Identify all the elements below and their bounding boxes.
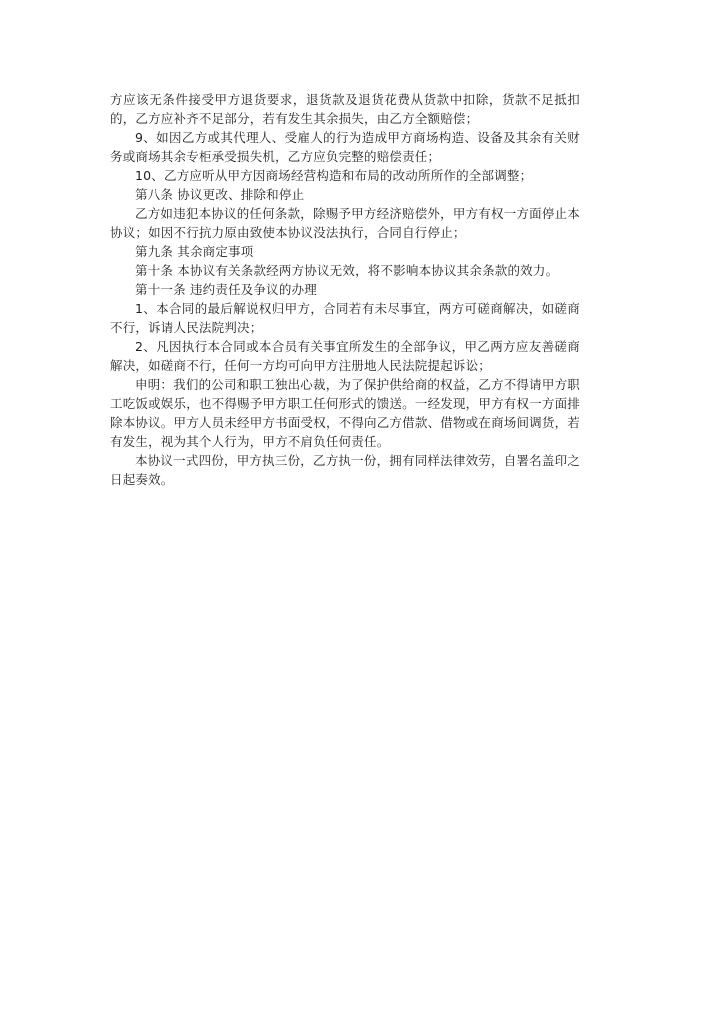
paragraph-clause-10: 10、乙方应听从甲方因商场经营构造和布局的改动所所作的全部调整； (135, 168, 533, 183)
paragraph-article-11-item-2: 2、凡因执行本合同或本合员有关事宜所发生的全部争议，甲乙两方应友善磋商解决，如磋商不行，任何一方均可向甲方注册地人民法院提起诉讼； (110, 339, 580, 373)
heading-article-9: 第九条 其余商定事项 (135, 244, 254, 259)
paragraph-article-8-body: 乙方如违犯本协议的任何条款，除赐予甲方经济赔偿外，甲方有权一方面停止本协议；如因不行抗力原由致使本协议没法执行，合同自行停止； (110, 206, 580, 240)
heading-article-8: 第八条 协议更改、排除和停止 (135, 187, 305, 202)
paragraph-clause-9: 9、如因乙方或其代理人、受雇人的行为造成甲方商场构造、设备及其余有关财务或商场其余专柜承受损失机，乙方应负完整的赔偿责任； (110, 130, 580, 164)
paragraph-article-11-item-1: 1、本合同的最后解说权归甲方，合同若有未尽事宜，两方可磋商解决，如磋商不行，诉请人民法院判决； (110, 301, 580, 335)
paragraph-declaration: 申明：我们的公司和职工独出心裁，为了保护供给商的权益，乙方不得请甲方职工吃饭或娱乐，也不得赐予甲方职工任何形式的馈送。一经发现，甲方有权一方面排除本协议。甲方人员未经甲方书面受权，不得向乙方借款、借物或在商场间调货，若有发生，视为其个人行为，甲方不肩负任何责任。 (110, 377, 580, 449)
heading-article-11: 第十一条 违约责任及争议的办理 (135, 282, 317, 297)
paragraph-copies-validity: 本协议一式四份，甲方执三份，乙方执一份，拥有同样法律效劳，自署名盖印之日起奏效。 (110, 453, 580, 487)
paragraph-article-10: 第十条 本协议有关条款经两方协议无效，将不影响本协议其余条款的效力。 (135, 263, 559, 278)
paragraph-return-terms: 方应该无条件接受甲方退货要求，退货款及退货花费从货款中扣除，货款不足抵扣的，乙方应补齐不足部分，若有发生其余损失，由乙方全额赔偿； (110, 92, 580, 126)
document-body (110, 90, 580, 489)
